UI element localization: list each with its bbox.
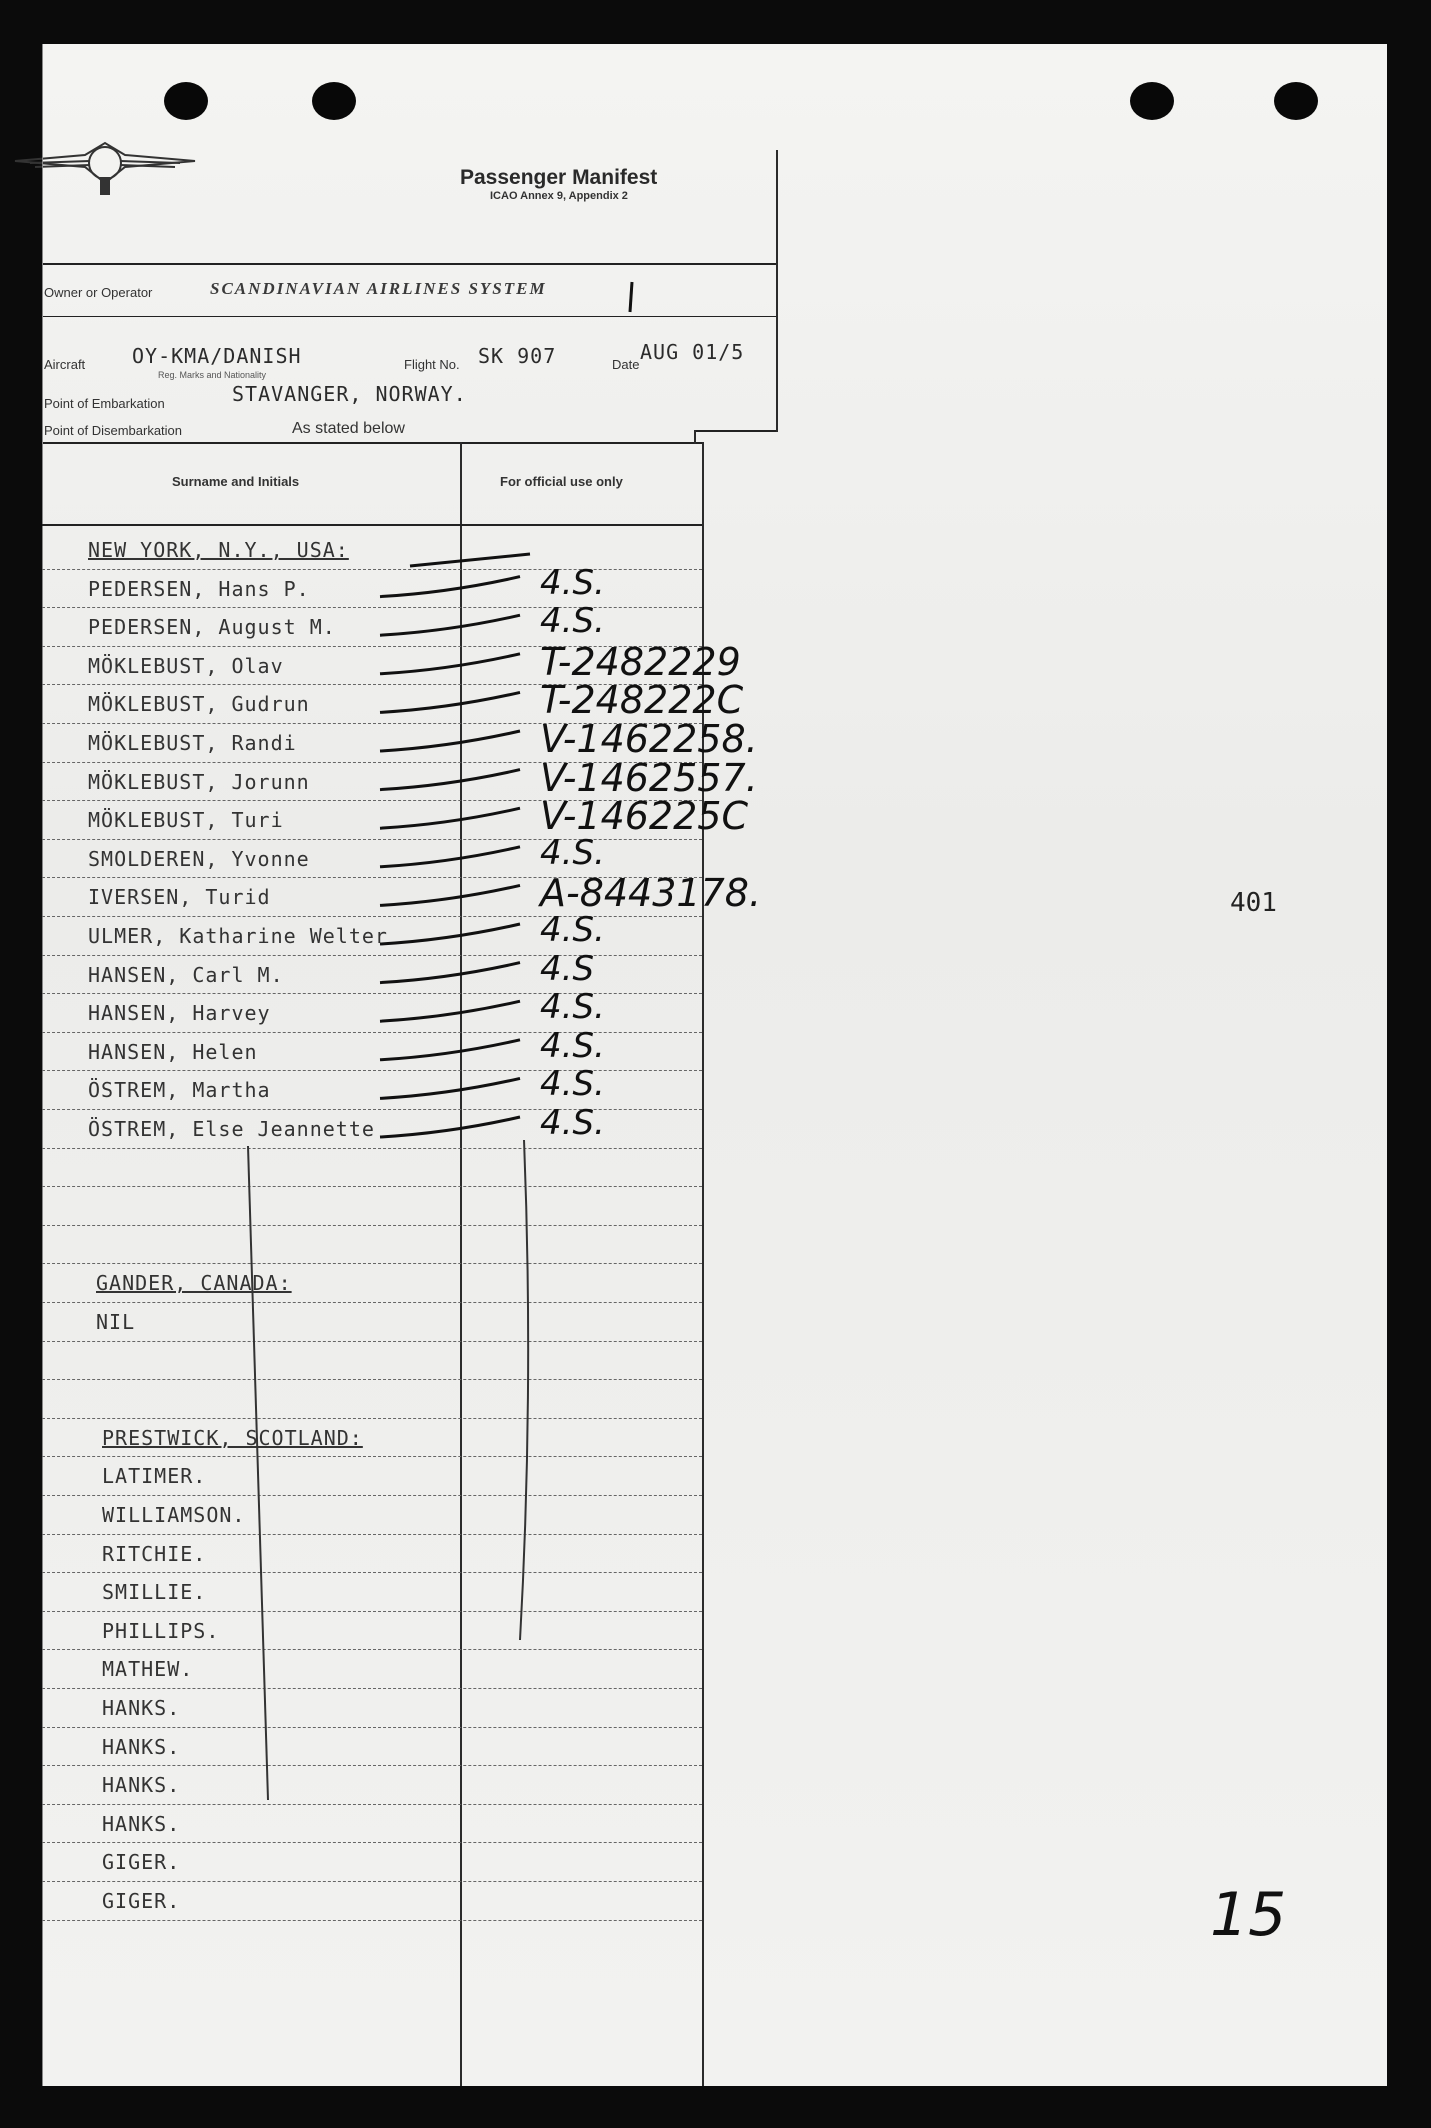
flight-label: Flight No.	[404, 357, 460, 372]
official-note: 4.S.	[540, 1064, 605, 1105]
embark-value: STAVANGER, NORWAY.	[232, 382, 467, 406]
disembark-value: As stated below	[292, 420, 405, 437]
check-stroke	[380, 924, 520, 944]
official-note: 4.S.	[540, 832, 605, 873]
check-stroke	[380, 885, 520, 905]
check-stroke	[380, 731, 520, 751]
passenger-name: ÖSTREM, Martha	[88, 1078, 271, 1103]
date-label: Date	[612, 357, 640, 372]
passenger-name: PEDERSEN, Hans P.	[88, 576, 310, 601]
aircraft-label: Aircraft	[44, 357, 86, 372]
pen-line	[410, 554, 530, 566]
official-note: 4.S	[540, 948, 595, 989]
passenger-name: ULMER, Katharine Welter	[88, 924, 388, 948]
check-stroke	[380, 1040, 520, 1060]
pen-line	[630, 282, 632, 312]
passenger-name: HANKS.	[102, 1734, 181, 1759]
check-stroke	[380, 808, 520, 828]
check-stroke	[380, 1001, 520, 1021]
passenger-name: PEDERSEN, August M.	[88, 615, 336, 640]
embark-label: Point of Embarkation	[44, 396, 165, 411]
destination-heading: NEW YORK, N.Y., USA:	[88, 538, 349, 562]
passenger-name: HANKS.	[102, 1696, 181, 1720]
passenger-name: RITCHIE.	[102, 1541, 207, 1566]
official-note: 4.S.	[540, 601, 605, 642]
check-stroke	[380, 847, 520, 867]
official-note: V-146225C	[540, 794, 748, 839]
official-note: 4.S.	[540, 987, 605, 1028]
owner-label: Owner or Operator	[44, 285, 153, 300]
official-note: T-248222C	[540, 678, 744, 723]
passenger-name: GIGER.	[102, 1889, 181, 1913]
disembark-label: Point of Disembarkation	[44, 423, 183, 438]
passenger-name: NIL	[96, 1310, 136, 1334]
handwritten-page-number: 15	[1210, 1880, 1287, 1950]
official-note: 4.S.	[540, 562, 605, 603]
official-note: 4.S.	[540, 1025, 605, 1066]
official-note: V-1462258.	[540, 717, 758, 761]
destination-heading: PRESTWICK, SCOTLAND:	[102, 1425, 363, 1450]
check-stroke	[380, 1078, 520, 1098]
check-stroke	[380, 770, 520, 790]
date-value: AUG 01/5	[640, 340, 745, 364]
passenger-name: HANSEN, Carl M.	[88, 962, 284, 987]
check-stroke	[380, 692, 520, 712]
official-note: 4.S.	[540, 1103, 605, 1143]
passenger-name: MÖKLEBUST, Jorunn	[88, 769, 310, 794]
official-note: A-8443178.	[540, 871, 762, 916]
official-note: V-1462557.	[540, 755, 758, 800]
passenger-name: SMILLIE.	[102, 1580, 207, 1605]
check-stroke	[380, 654, 520, 674]
passenger-name: PHILLIPS.	[102, 1618, 220, 1643]
aircraft-value: OY-KMA/DANISH	[132, 344, 302, 368]
aircraft-sublabel: Reg. Marks and Nationality	[158, 370, 267, 380]
passenger-name: LATIMER.	[102, 1464, 207, 1489]
passenger-name: MÖKLEBUST, Randi	[88, 731, 297, 755]
passenger-name: HANKS.	[102, 1773, 181, 1798]
passenger-name: SMOLDEREN, Yvonne	[88, 846, 310, 871]
pen-line	[520, 1140, 528, 1640]
passenger-name: IVERSEN, Turid	[88, 885, 271, 910]
passenger-name: ÖSTREM, Else Jeannette	[88, 1117, 375, 1141]
column-header-names: Surname and Initials	[172, 474, 300, 489]
official-note: T-2482229	[540, 639, 741, 684]
flight-value: SK 907	[478, 344, 557, 368]
check-stroke	[380, 963, 520, 983]
stamp-number: 401	[1230, 888, 1277, 918]
page-title: Passenger Manifest	[460, 166, 658, 189]
passenger-name: MATHEW.	[102, 1657, 194, 1682]
page-subtitle: ICAO Annex 9, Appendix 2	[490, 190, 628, 202]
passenger-name: WILLIAMSON.	[102, 1503, 246, 1527]
passenger-name: HANKS.	[102, 1811, 181, 1836]
passenger-name: HANSEN, Helen	[88, 1039, 258, 1064]
passenger-name: HANSEN, Harvey	[88, 1001, 271, 1026]
owner-value: SCANDINAVIAN AIRLINES SYSTEM	[210, 279, 547, 298]
pen-line	[248, 1146, 268, 1800]
check-stroke	[380, 1117, 520, 1137]
official-note: 4.S.	[540, 910, 605, 950]
check-stroke	[380, 577, 520, 597]
passenger-name: MÖKLEBUST, Turi	[88, 808, 284, 833]
passenger-name: MÖKLEBUST, Olav	[88, 653, 284, 678]
check-stroke	[380, 615, 520, 635]
passenger-name: GIGER.	[102, 1850, 181, 1875]
destination-heading: GANDER, CANADA:	[96, 1271, 292, 1296]
column-header-official: For official use only	[500, 474, 623, 489]
passenger-name: MÖKLEBUST, Gudrun	[88, 692, 310, 717]
